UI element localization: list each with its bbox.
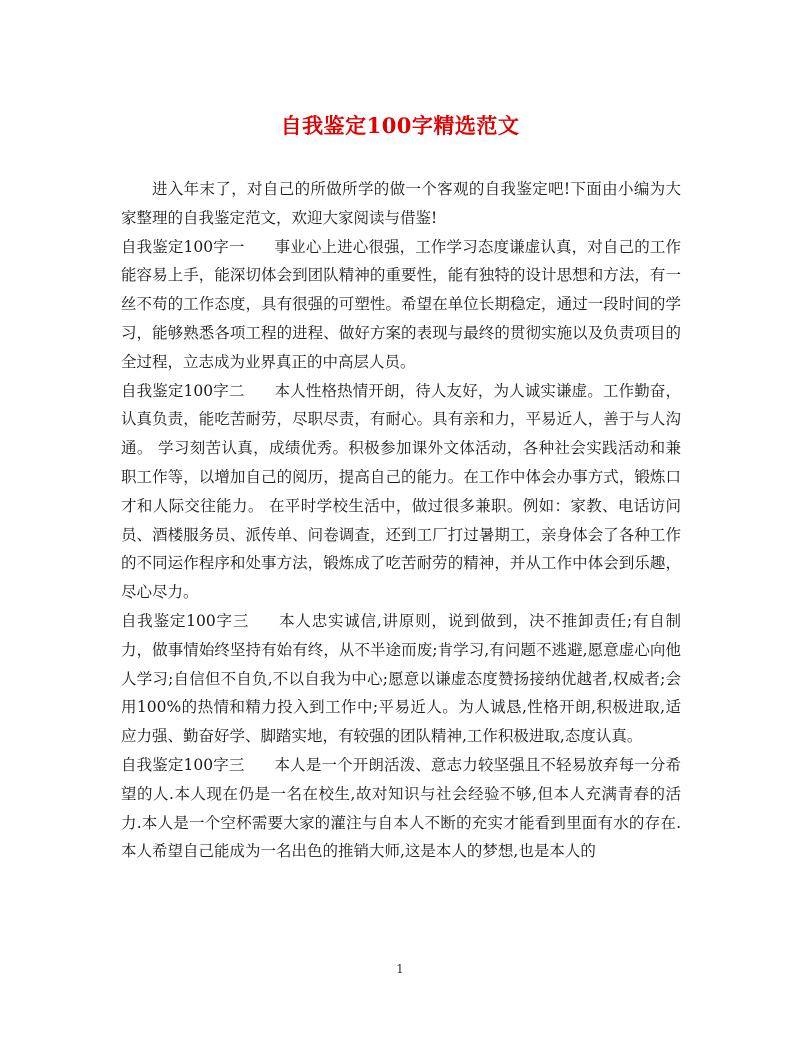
page-number: 1 [396, 962, 404, 976]
section-text: 事业心上进心很强，工作学习态度谦虚认真，对自己的工作能容易上手，能深切体会到团队精神的重要性，能有独特的设计思想和方法，有一丝不苟的工作态度，具有很强的可塑性。希望在单位长期稳定，通过一段时间的学习，能够熟悉各项工程的进程、做好方案的表现与最终的贯彻实施以及负责项目的全过程，立志成为业界真正的中高层人员。 [121, 237, 681, 371]
section-text: 本人忠实诚信,讲原则，说到做到，决不推卸责任;有自制力，做事情始终坚持有始有终，从不半途而废;肯学习,有问题不逃避,愿意虚心向他人学习;自信但不自负,不以自我为中心;愿意以谦虚态度赞扬接纳优越者,权威者;会用100%的热情和精力投入到工作中;平易近人。为人诚恳,性格开朗,积极进取,适应力强、勤奋好学、脚踏实地，有较强的团队精神,工作积极进取,态度认真。 [121, 611, 681, 746]
section-text: 本人性格热情开朗，待人友好，为人诚实谦虚。工作勤奋，认真负责，能吃苦耐劳，尽职尽责，有耐心。具有亲和力，平易近人，善于与人沟通。 学习刻苦认真，成绩优秀。积极参加课外文体活动，各种社会实践活动和兼职工作等，以增加自己的阅历，提高自己的能力。在工作中体会办事方式，锻炼口才和人际交往能力。 在平时学校生活中，做过很多兼职。例如：家教、电话访问员、酒楼服务员、派传单、问卷调查，还到工厂打过暑期工，亲身体会了各种工作的不同运作程序和处事方法，锻炼成了吃苦耐劳的精神，并从工作中体会到乐趣，尽心尽力。 [121, 381, 681, 602]
section-heading: 自我鉴定100字三 [121, 755, 245, 774]
intro-paragraph: 进入年末了，对自己的所做所学的做一个客观的自我鉴定吧!下面由小编为大家整理的自我鉴定范文，欢迎大家阅读与借鉴! [121, 180, 681, 227]
section-paragraph-1 [121, 233, 681, 377]
section-text: 本人是一个开朗活泼、意志力较坚强且不轻易放弃每一分希望的人.本人现在仍是一名在校生,故对知识与社会经验不够,但本人充满青春的活力.本人是一个空杯需要大家的灌注与自本人不断的充实才能看到里面有水的存在.本人希望自己能成为一名出色的推销大师,这是本人的梦想,也是本人的 [121, 755, 681, 861]
section-heading: 自我鉴定100字一 [121, 237, 245, 256]
section-heading: 自我鉴定100字二 [121, 381, 245, 400]
section-paragraph-2 [121, 377, 681, 607]
document-title: 自我鉴定100字精选范文 [280, 113, 520, 138]
section-paragraph-3 [121, 607, 681, 751]
document-body [121, 175, 681, 866]
section-paragraph-4 [121, 751, 681, 866]
section-heading: 自我鉴定100字三 [121, 611, 250, 630]
